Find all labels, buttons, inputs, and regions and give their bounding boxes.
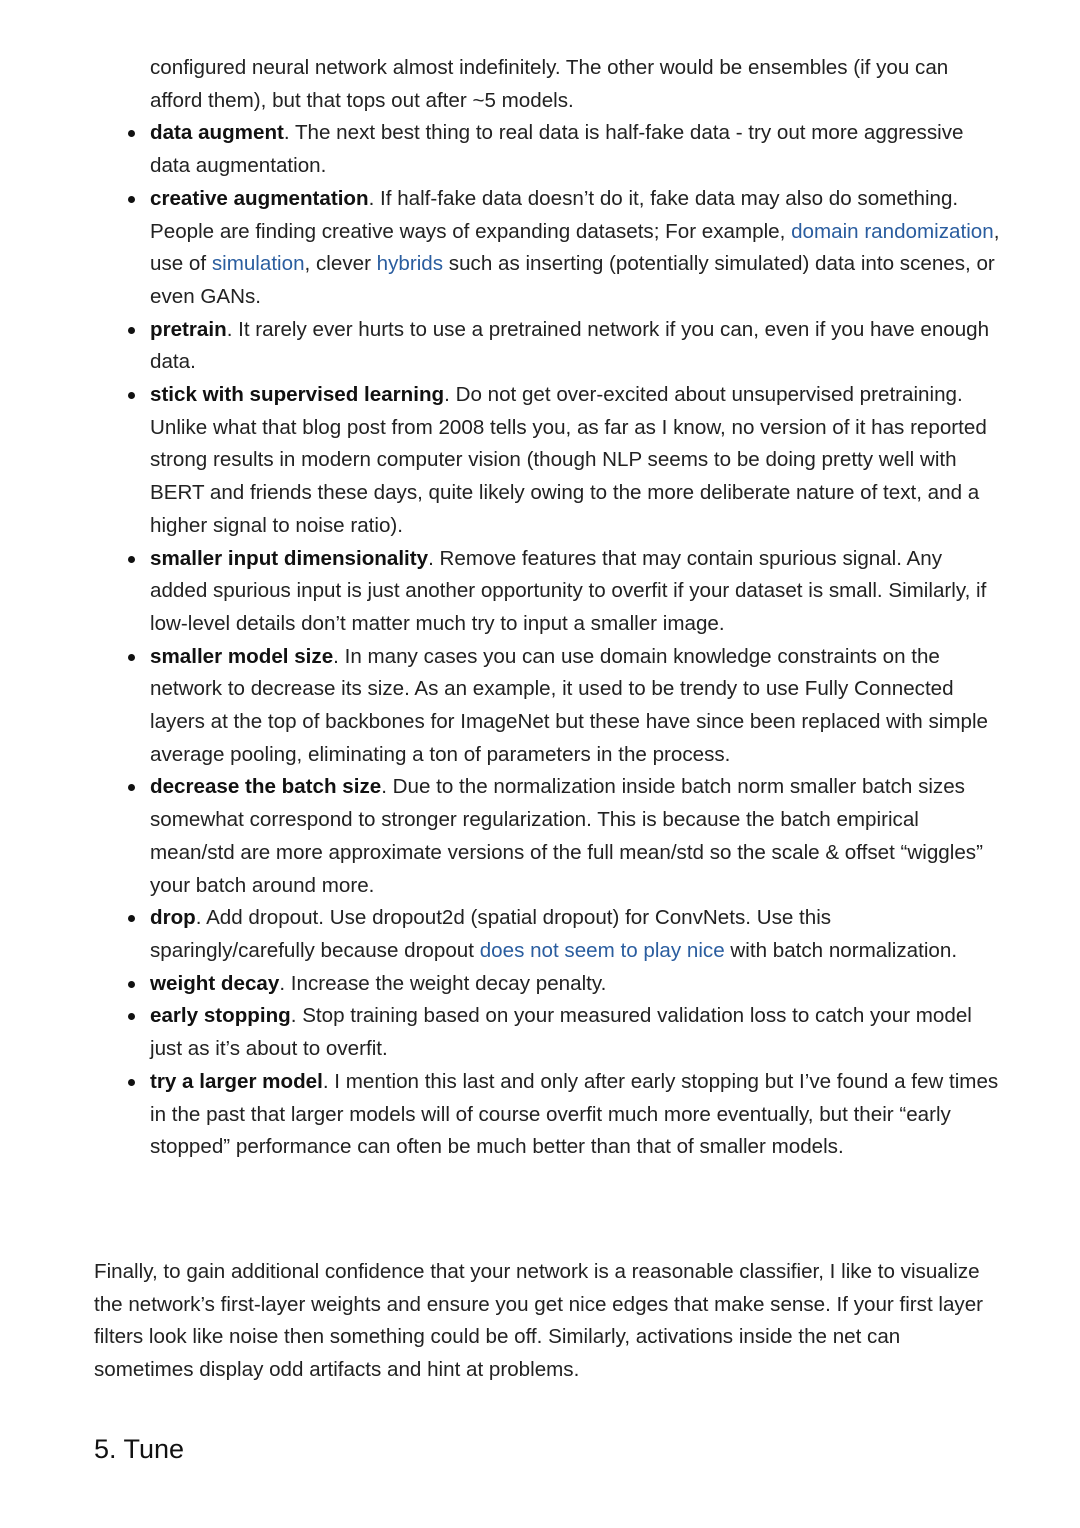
bullet-icon — [128, 981, 135, 988]
inline-link[interactable]: simulation — [211, 252, 305, 276]
list-item-term: try a larger model — [150, 1069, 323, 1093]
list-item-term: pretrain — [150, 317, 227, 341]
list-item-term: creative augmentation — [150, 186, 369, 210]
bullet-icon — [128, 654, 135, 661]
list-item — [150, 771, 1000, 902]
inline-link[interactable]: does not seem to play nice — [479, 938, 725, 962]
closing-paragraph: Finally, to gain additional confidence that your network is a reasonable classifier, I like to visualize the network’s first-layer weights and ensure you get nice edges that make sense. If your first layer filters look like noise then something could be off. Similarly, activations inside the net can sometimes display odd artifacts and hint at problems. — [94, 1260, 984, 1382]
list-item-term: smaller model size — [150, 644, 334, 668]
list-item-term: smaller input dimensionality — [150, 546, 429, 570]
bullet-icon — [128, 130, 135, 137]
list-item-term: early stopping — [150, 1004, 291, 1028]
list-item-text: . It rarely ever hurts to use a pretrained network if you can, even if you have enough data. — [150, 317, 990, 374]
list-item-text: . Add dropout. Use dropout2d (spatial dropout) for ConvNets. Use this sparingly/carefully because dropout — [150, 906, 832, 962]
list-item — [150, 183, 1000, 314]
list-item-text: . The next best thing to real data is half-fake data - try out more aggressive data augmentation. — [150, 121, 964, 178]
regularization-tips-list — [150, 52, 1000, 1164]
list-item-term: decrease the batch size — [150, 775, 382, 799]
list-item-text: . Stop training based on your measured validation loss to catch your model just as it’s about to overfit. — [150, 1004, 972, 1061]
bullet-icon — [128, 915, 135, 922]
inline-link[interactable]: hybrids — [376, 252, 444, 276]
list-item-text: . Remove features that may contain spurious signal. Any added spurious input is just another opportunity to overfit if your dataset is small. Similarly, if low-level details don’t matter much try to input a smaller image. — [150, 546, 987, 635]
bullet-icon — [128, 784, 135, 791]
list-item — [150, 543, 1000, 641]
list-item-text: . If half-fake data doesn’t do it, fake data may also do something. People are finding creative ways of expanding datasets; For example, — [150, 186, 959, 243]
list-item-text: configured neural network almost indefinitely. The other would be ensembles (if you can afford them), but that tops out after ~5 models. — [150, 56, 949, 112]
list-item-text: , use of — [150, 219, 1000, 276]
list-item-term: stick with supervised learning — [150, 383, 445, 407]
list-item-text: with batch normalization. — [724, 938, 958, 962]
list-item-term: data augment — [150, 121, 284, 145]
bullet-icon — [128, 1079, 135, 1086]
list-item-text: . Do not get over-excited about unsupervised pretraining. Unlike what that blog post from 2008 tells you, as far as I know, no version of it has reported strong results in modern computer vision (though NLP seems to be doing pretty well with BERT and friends these days, quite likely owing to the more deliberate nature of text, and a higher signal to noise ratio). — [150, 383, 987, 537]
list-item-term: weight decay — [150, 971, 280, 995]
list-item — [150, 902, 1000, 967]
list-item-term: drop — [150, 906, 196, 930]
section-heading: 5. Tune — [94, 1434, 185, 1464]
list-item — [150, 641, 1000, 772]
list-item — [150, 1000, 1000, 1065]
list-item-text: such as inserting (potentially simulated) data into scenes, or even GANs. — [150, 252, 995, 308]
bullet-icon — [128, 1013, 135, 1020]
list-item — [150, 968, 1000, 1001]
list-item — [150, 379, 1000, 543]
inline-link[interactable]: domain randomization — [791, 219, 994, 243]
list-item — [150, 1066, 1000, 1164]
bullet-icon — [128, 392, 135, 399]
list-item-text: . I mention this last and only after early stopping but I’ve found a few times in the past that larger models will of course overfit much more eventually, but their “early stopped” performance can often be much better than that of smaller models. — [150, 1069, 999, 1159]
list-item-text: . Due to the normalization inside batch norm smaller batch sizes somewhat correspond to stronger regularization. This is because the batch empirical mean/std are more approximate versions of the full mean/std so the scale & offset “wiggles” your batch around more. — [150, 775, 983, 897]
bullet-icon — [128, 556, 135, 563]
list-item-text: , clever — [304, 252, 377, 276]
bullet-icon — [128, 327, 135, 334]
bullet-icon — [128, 196, 135, 203]
list-item-text: . In many cases you can use domain knowledge constraints on the network to decrease its size. As an example, it used to be trendy to use Fully Connected layers at the top of backbones for ImageNet but these have since been replaced with simple average pooling, eliminating a ton of parameters in the process. — [150, 644, 988, 766]
list-item — [150, 52, 1000, 117]
list-item — [150, 314, 1000, 379]
list-item — [150, 117, 1000, 182]
list-item-text: . Increase the weight decay penalty. — [279, 971, 607, 995]
